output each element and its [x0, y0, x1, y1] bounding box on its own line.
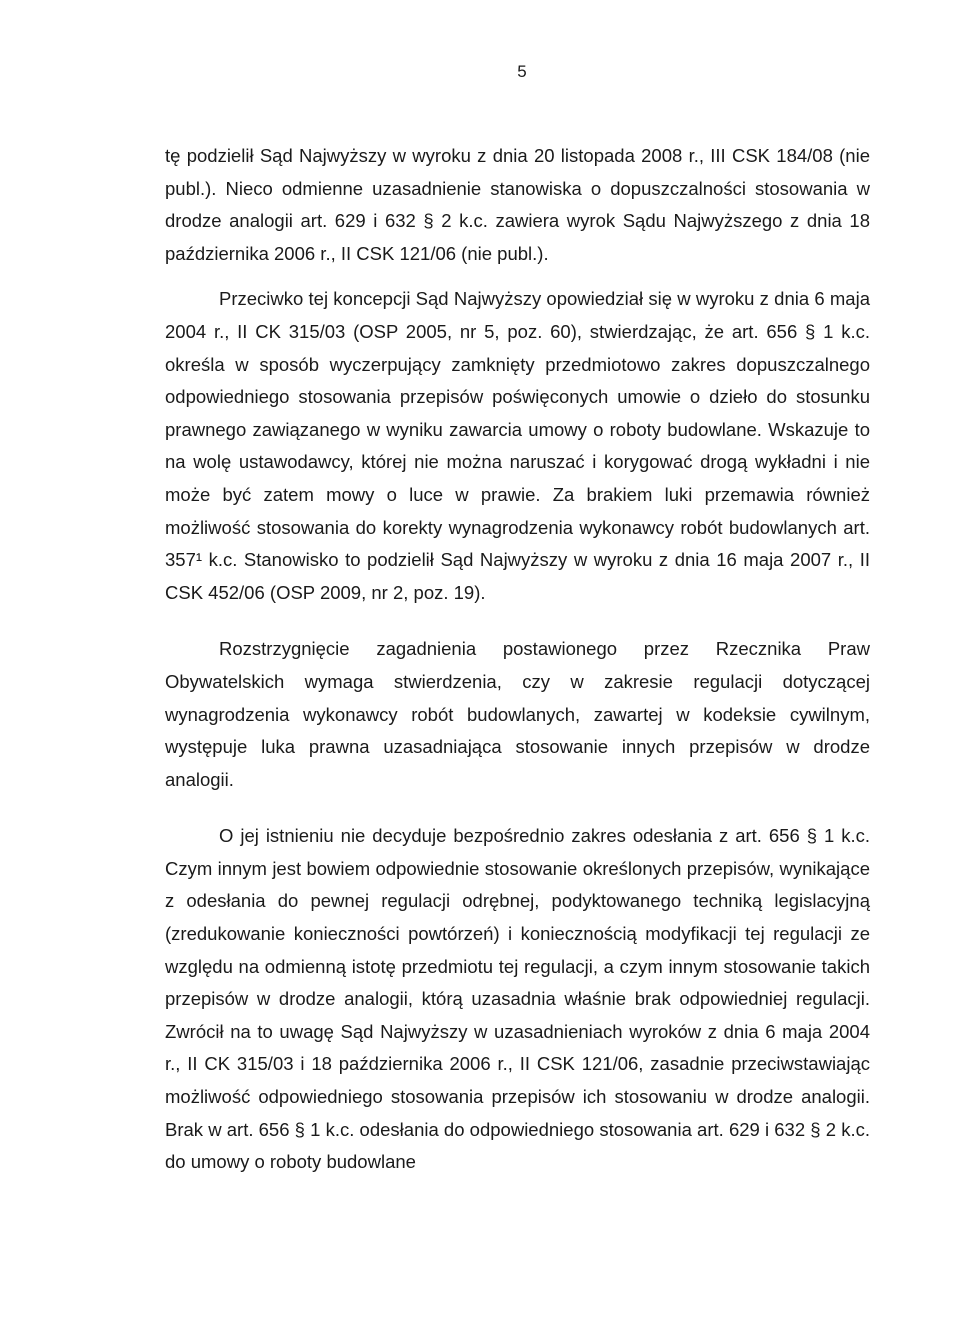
- paragraph-4: O jej istnieniu nie decyduje bezpośrednio zakres odesłania z art. 656 § 1 k.c. Czym innym jest bowiem odpowiednie stosowanie określonych przepisów, wynikające z odesłania do pewnej regulacji odrębnej, podyktowanego techniką legislacyjną (zredukowanie konieczności powtórzeń) i koniecznością modyfikacji tej regulacji ze względu na odmienną istotę przedmiotu tej regulacji, a czym innym stosowanie takich przepisów w drodze analogii, którą uzasadnia właśnie brak odpowiedniej regulacji. Zwrócił na to uwagę Sąd Najwyższy w uzasadnieniach wyroków z dnia 6 maja 2004 r., II CK 315/03 i 18 października 2006 r., II CSK 121/06, zasadnie przeciwstawiając możliwość odpowiedniego stosowania przepisów ich stosowaniu w drodze analogii. Brak w art. 656 § 1 k.c. odesłania do odpowiedniego stosowania art. 629 i 632 § 2 k.c. do umowy o roboty budowlane: [165, 825, 870, 1173]
- body-text: [165, 140, 870, 1179]
- paragraph-1: tę podzielił Sąd Najwyższy w wyroku z dnia 20 listopada 2008 r., III CSK 184/08 (nie publ.). Nieco odmienne uzasadnienie stanowiska o dopuszczalności stosowania w drodze analogii art. 629 i 632 § 2 k.c. zawiera wyrok Sądu Najwyższego z dnia 18 października 2006 r., II CSK 121/06 (nie publ.).: [165, 145, 870, 264]
- paragraph-3: Rozstrzygnięcie zagadnienia postawionego przez Rzecznika Praw Obywatelskich wymaga stwierdzenia, czy w zakresie regulacji dotyczącej wynagrodzenia wykonawcy robót budowlanych, zawartej w kodeksie cywilnym, występuje luka prawna uzasadniająca stosowanie innych przepisów w drodze analogii.: [165, 638, 870, 790]
- page-number: 5: [517, 62, 527, 81]
- paragraph-2: Przeciwko tej koncepcji Sąd Najwyższy opowiedział się w wyroku z dnia 6 maja 2004 r., II CK 315/03 (OSP 2005, nr 5, poz. 60), stwierdzając, że art. 656 § 1 k.c. określa w sposób wyczerpujący zamknięty przedmiotowo zakres dopuszczalnego odpowiedniego stosowania przepisów poświęconych umowie o dzieło do stosunku prawnego zawiązanego w wyniku zawarcia umowy o roboty budowlane. Wskazuje to na wolę ustawodawcy, której nie można naruszać i korygować drogą wykładni i nie może być zatem mowy o luce w prawie. Za brakiem luki przemawia również możliwość stosowania do korekty wynagrodzenia wykonawcy robót budowlanych art. 357¹ k.c. Stanowisko to podzielił Sąd Najwyższy w wyroku z dnia 16 maja 2007 r., II CSK 452/06 (OSP 2009, nr 2, poz. 19).: [165, 288, 870, 603]
